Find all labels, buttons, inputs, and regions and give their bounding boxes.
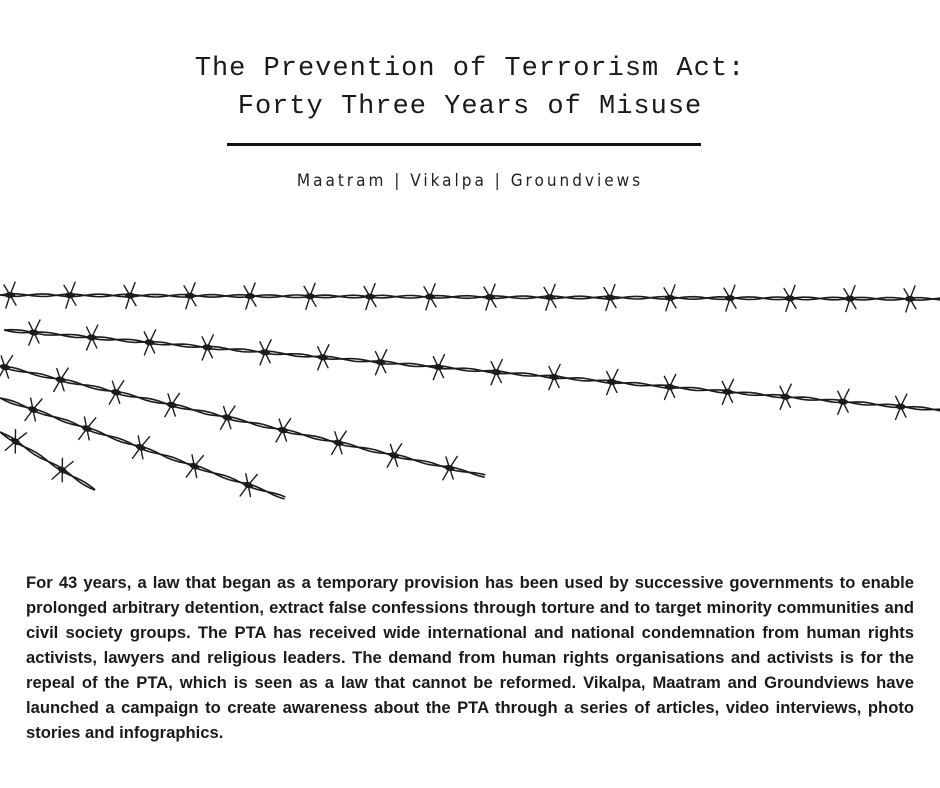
title-divider (227, 143, 701, 146)
intro-paragraph: For 43 years, a law that began as a temporary provision has been used by successive governments to enable prolonged arbitrary detention, extract false confessions through torture and to target minority communities and civil society groups. The PTA has received wide international and national condemnation from human rights activists, lawyers and religious leaders. The demand from human rights organisations and activists is for the repeal of the PTA, which is seen as a law that cannot be reformed. Vikalpa, Maatram and Groundviews have launched a campaign to create awareness about the PTA through a series of articles, video interviews, photo stories and infographics. (26, 573, 914, 742)
page-title (0, 50, 940, 126)
title-line-1: The Prevention of Terrorism Act: (194, 54, 746, 84)
barbed-wire-icon (0, 262, 940, 522)
wire-strand (4, 320, 940, 419)
wire-strand (0, 398, 285, 499)
wire-strand (0, 282, 940, 312)
wire-strand (0, 430, 95, 491)
credits-line: Maatram | Vikalpa | Groundviews (296, 171, 644, 191)
title-line-2: Forty Three Years of Misuse (237, 92, 703, 122)
